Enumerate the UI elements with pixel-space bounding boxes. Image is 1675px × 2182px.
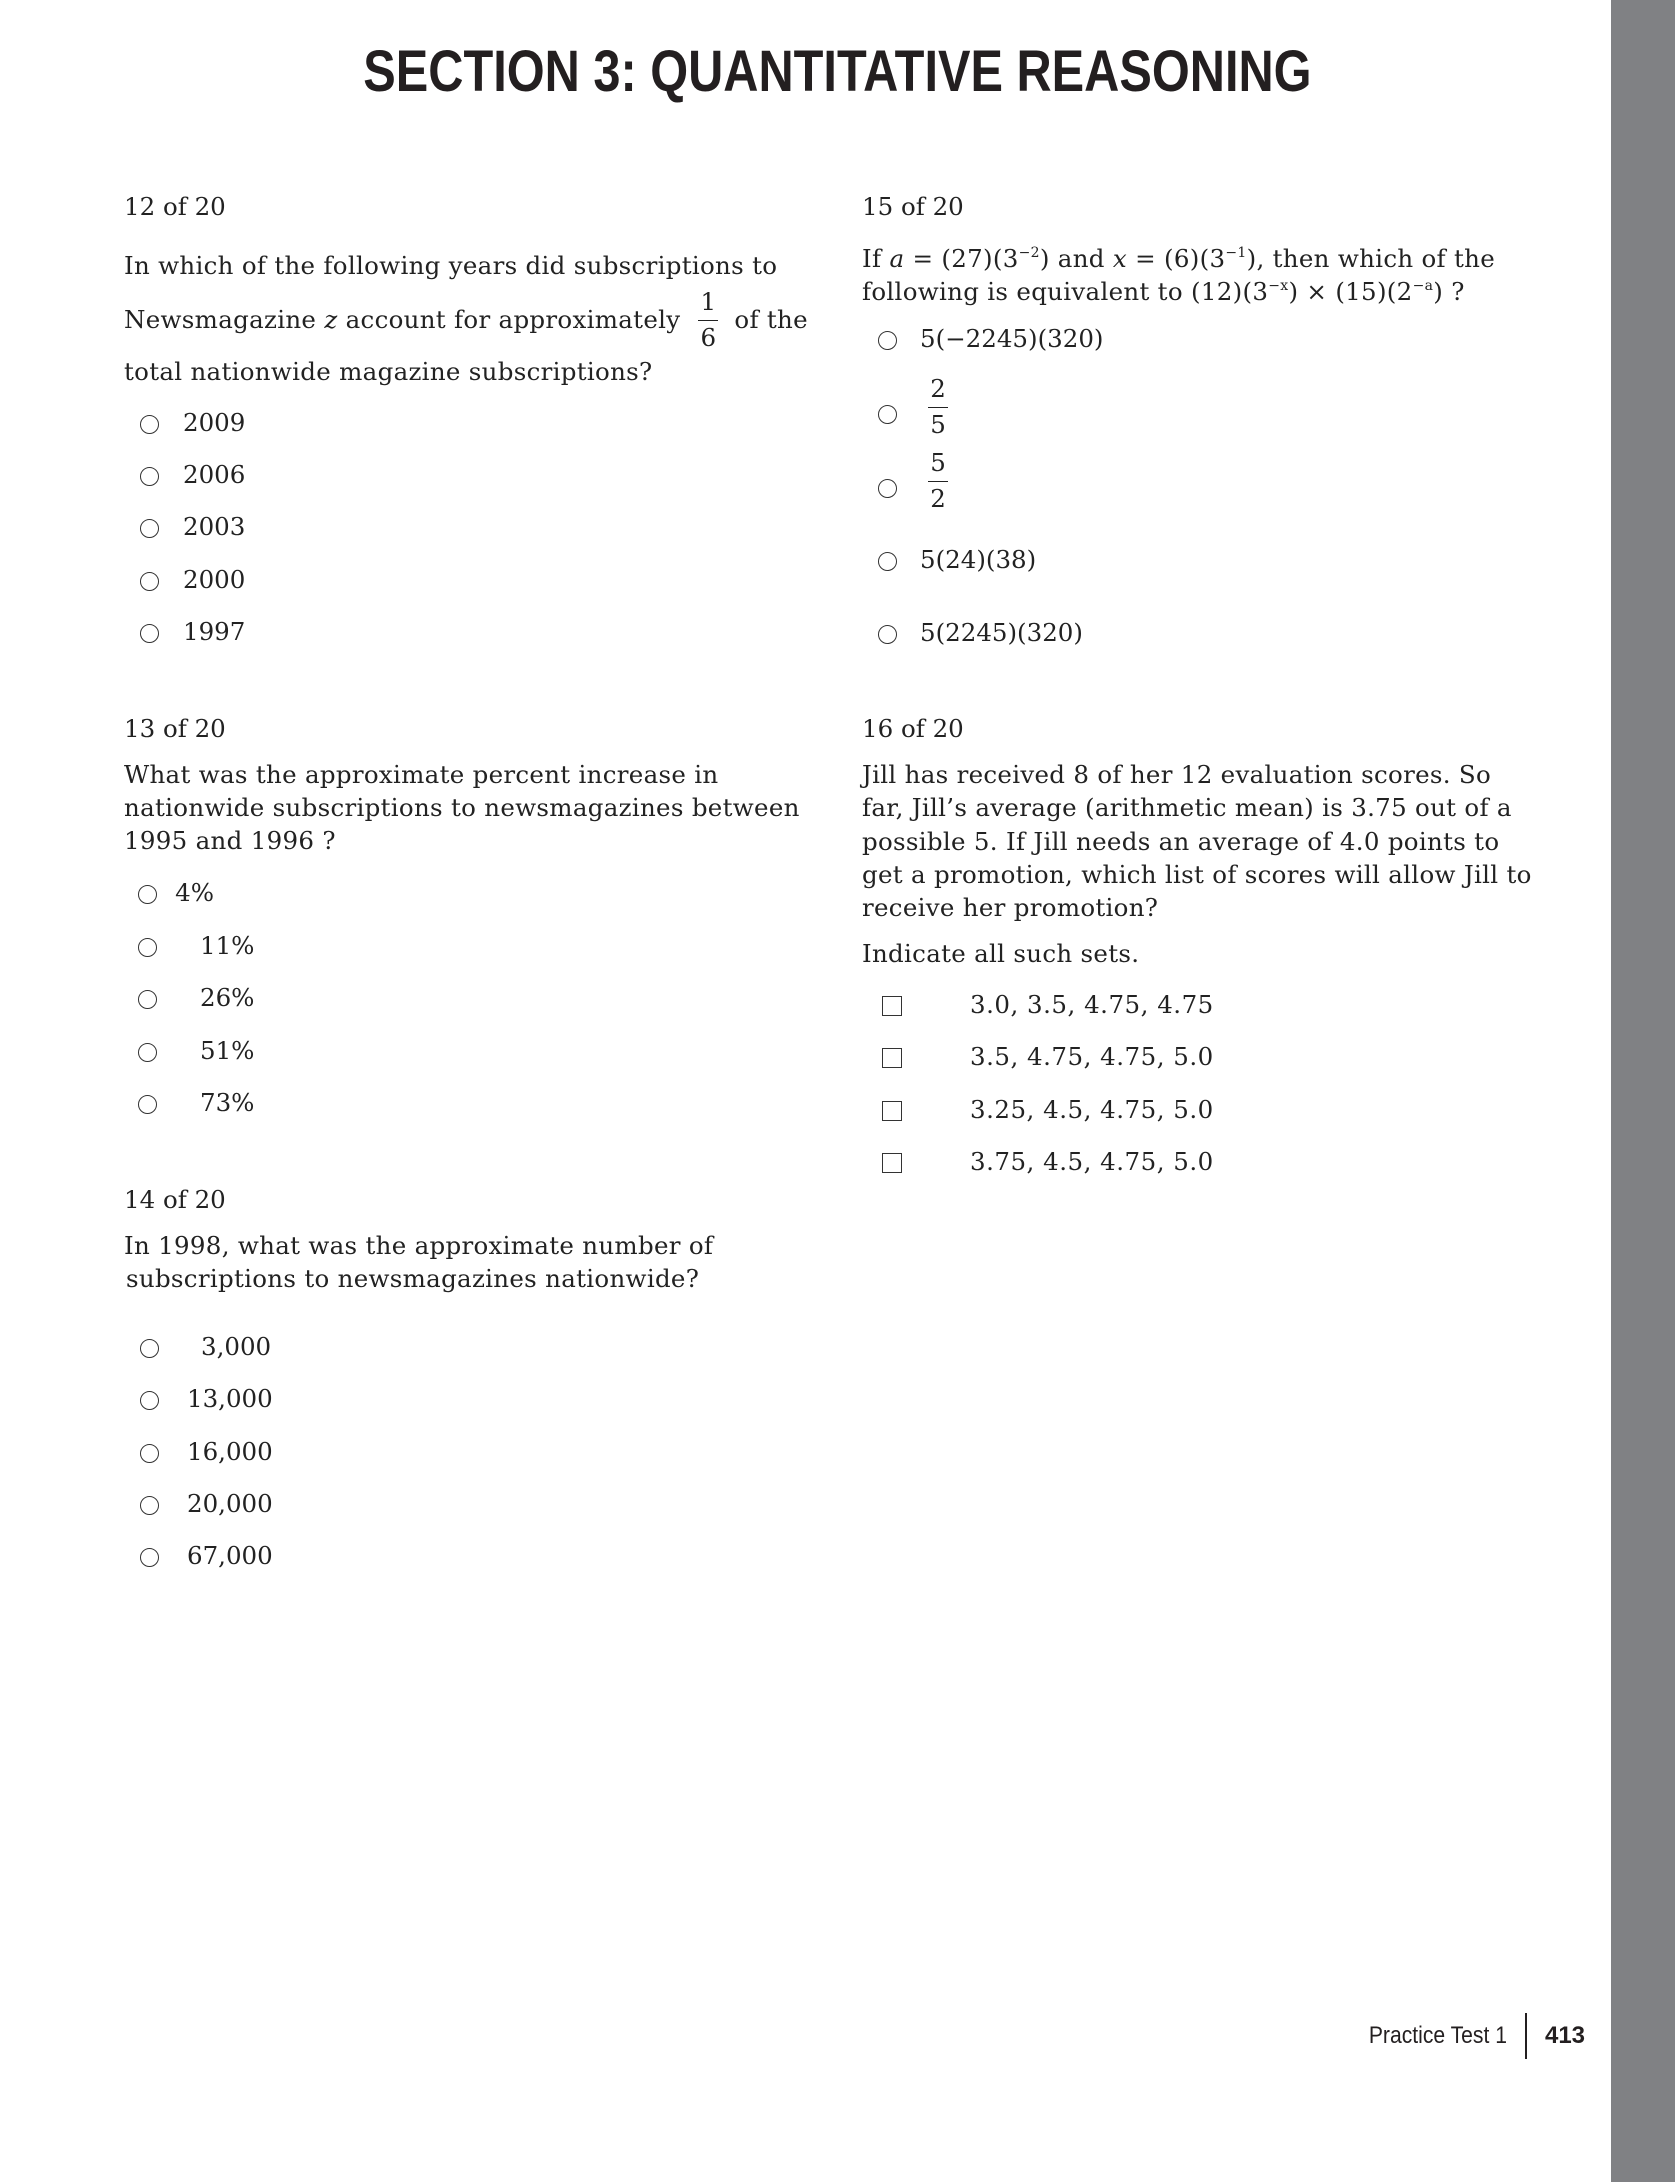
answer-option[interactable] bbox=[140, 564, 159, 598]
page-footer bbox=[1350, 2013, 1585, 2059]
text-segment: account for approximately bbox=[337, 305, 681, 335]
checkbox[interactable] bbox=[882, 1101, 902, 1121]
answer-option[interactable] bbox=[882, 1146, 902, 1180]
question-number: 13 of 20 bbox=[124, 714, 226, 743]
option-label: 3.75, 4.5, 4.75, 5.0 bbox=[970, 1147, 1214, 1176]
text-segment: = (6)(3 bbox=[1127, 244, 1226, 273]
radio-button[interactable] bbox=[140, 1496, 159, 1515]
text-segment: ) ? bbox=[1433, 277, 1465, 306]
option-label: 5(24)(38) bbox=[920, 545, 1037, 574]
fraction bbox=[928, 376, 948, 439]
radio-button[interactable] bbox=[140, 1548, 159, 1567]
question-number: 14 of 20 bbox=[124, 1185, 226, 1214]
answer-option[interactable] bbox=[140, 1488, 159, 1522]
radio-button[interactable] bbox=[138, 990, 157, 1009]
checkbox[interactable] bbox=[882, 1048, 902, 1068]
question-text-line: What was the approximate percent increase in bbox=[124, 760, 719, 789]
fraction-denominator: 2 bbox=[930, 483, 946, 513]
answer-option[interactable] bbox=[140, 1331, 159, 1365]
fraction-denominator: 6 bbox=[700, 322, 717, 352]
question-text-line bbox=[124, 286, 808, 354]
answer-option[interactable] bbox=[882, 1094, 902, 1128]
radio-button[interactable] bbox=[140, 1391, 159, 1410]
variable: a bbox=[889, 244, 905, 273]
instruction-text: Indicate all such sets. bbox=[862, 939, 1140, 968]
option-label: 2003 bbox=[183, 512, 246, 541]
option-label: 4% bbox=[175, 878, 214, 907]
answer-option[interactable] bbox=[140, 1383, 159, 1417]
option-label: 2009 bbox=[183, 408, 246, 437]
answer-option[interactable] bbox=[138, 877, 157, 911]
question-text-line: possible 5. If Jill needs an average of 4.0 points to bbox=[862, 827, 1500, 856]
radio-button[interactable] bbox=[140, 624, 159, 643]
option-label: 26% bbox=[200, 983, 255, 1012]
exponent: −1 bbox=[1225, 245, 1247, 261]
variable: z bbox=[324, 305, 338, 335]
option-label: 51% bbox=[200, 1036, 255, 1065]
answer-option[interactable] bbox=[878, 397, 897, 431]
footer-label: Practice Test 1 bbox=[1368, 2022, 1507, 2049]
question-text-line: Jill has received 8 of her 12 evaluation scores. So bbox=[862, 760, 1492, 789]
text-segment: In which of the following years did subscriptions to bbox=[124, 251, 778, 280]
answer-option[interactable] bbox=[878, 617, 897, 651]
option-label: 20,000 bbox=[187, 1489, 273, 1518]
fraction-numerator: 5 bbox=[930, 448, 946, 477]
radio-button[interactable] bbox=[878, 625, 897, 644]
exponent: −x bbox=[1268, 278, 1289, 294]
answer-option[interactable] bbox=[138, 1035, 157, 1069]
radio-button[interactable] bbox=[140, 519, 159, 538]
text-segment: If bbox=[862, 244, 890, 273]
radio-button[interactable] bbox=[140, 572, 159, 591]
answer-option[interactable] bbox=[138, 982, 157, 1016]
radio-button[interactable] bbox=[878, 405, 897, 424]
answer-option[interactable] bbox=[138, 930, 157, 964]
radio-button[interactable] bbox=[138, 938, 157, 957]
answer-option[interactable] bbox=[140, 407, 159, 441]
page-number: 413 bbox=[1544, 2022, 1586, 2049]
option-label: 3.5, 4.75, 4.75, 5.0 bbox=[970, 1042, 1214, 1071]
section-title: SECTION 3: QUANTITATIVE REASONING bbox=[363, 39, 1312, 104]
option-label: 3.0, 3.5, 4.75, 4.75 bbox=[970, 990, 1214, 1019]
exponent: −2 bbox=[1018, 245, 1040, 261]
fraction-denominator: 5 bbox=[930, 409, 946, 439]
option-label: 5(−2245)(320) bbox=[920, 324, 1104, 353]
radio-button[interactable] bbox=[140, 1444, 159, 1463]
fraction-bar bbox=[698, 320, 718, 321]
option-label: 11% bbox=[200, 931, 255, 960]
option-label: 1997 bbox=[183, 617, 246, 646]
answer-option[interactable] bbox=[878, 544, 897, 578]
checkbox[interactable] bbox=[882, 1153, 902, 1173]
fraction-numerator: 1 bbox=[700, 286, 717, 316]
question-text-line: nationwide subscriptions to newsmagazines between bbox=[124, 793, 800, 822]
radio-button[interactable] bbox=[878, 479, 897, 498]
fraction bbox=[698, 286, 718, 352]
answer-option[interactable] bbox=[882, 989, 902, 1023]
question-number: 15 of 20 bbox=[862, 192, 964, 221]
text-segment: Newsmagazine bbox=[124, 305, 325, 335]
text-segment: ) and bbox=[1039, 244, 1113, 273]
variable: x bbox=[1112, 244, 1127, 273]
fraction bbox=[928, 450, 948, 513]
fraction-bar bbox=[928, 481, 948, 482]
option-label: 3,000 bbox=[201, 1332, 272, 1361]
answer-option[interactable] bbox=[882, 1041, 902, 1075]
option-label: 2006 bbox=[183, 460, 246, 489]
radio-button[interactable] bbox=[140, 415, 159, 434]
radio-button[interactable] bbox=[878, 552, 897, 571]
option-label: 5(2245)(320) bbox=[920, 618, 1083, 647]
question-text-line: In 1998, what was the approximate number of bbox=[124, 1231, 714, 1260]
question-number: 12 of 20 bbox=[124, 192, 226, 221]
option-label: 67,000 bbox=[187, 1541, 273, 1570]
question-text-line: 1995 and 1996 ? bbox=[124, 826, 336, 855]
fraction-bar bbox=[928, 407, 948, 408]
option-label: 2000 bbox=[183, 565, 246, 594]
question-text-line bbox=[124, 249, 777, 283]
question-text-line: far, Jill’s average (arithmetic mean) is 3.75 out of a bbox=[862, 793, 1512, 822]
radio-button[interactable] bbox=[140, 1339, 159, 1358]
text-segment: ), then which of the bbox=[1246, 244, 1496, 273]
option-label: 13,000 bbox=[187, 1384, 273, 1413]
footer-divider bbox=[1525, 2013, 1527, 2059]
question-text-line bbox=[862, 270, 1465, 309]
question-text-line: get a promotion, which list of scores will allow Jill to bbox=[862, 860, 1532, 889]
question-text-line: receive her promotion? bbox=[862, 893, 1159, 922]
question-number: 16 of 20 bbox=[862, 714, 964, 743]
fraction-numerator: 2 bbox=[930, 374, 946, 403]
radio-button[interactable] bbox=[138, 1095, 157, 1114]
radio-button[interactable] bbox=[140, 467, 159, 486]
answer-option[interactable] bbox=[140, 616, 159, 650]
radio-button[interactable] bbox=[138, 1043, 157, 1062]
exponent: −a bbox=[1412, 278, 1434, 294]
answer-option[interactable] bbox=[138, 1087, 157, 1121]
answer-option[interactable] bbox=[140, 1436, 159, 1470]
checkbox[interactable] bbox=[882, 996, 902, 1016]
answer-option[interactable] bbox=[140, 459, 159, 493]
text-segment: of the bbox=[734, 305, 808, 335]
answer-option[interactable] bbox=[140, 1540, 159, 1574]
text-segment: following is equivalent to (12)(3 bbox=[862, 277, 1269, 306]
answer-option[interactable] bbox=[878, 471, 897, 505]
text-segment: ) × (15)(2 bbox=[1288, 277, 1413, 306]
side-bar bbox=[1611, 0, 1675, 2182]
option-label: 3.25, 4.5, 4.75, 5.0 bbox=[970, 1095, 1214, 1124]
option-label: 73% bbox=[200, 1088, 255, 1117]
radio-button[interactable] bbox=[878, 331, 897, 350]
option-label: 16,000 bbox=[187, 1437, 273, 1466]
answer-option[interactable] bbox=[140, 511, 159, 545]
text-segment: = (27)(3 bbox=[904, 244, 1019, 273]
answer-option[interactable] bbox=[878, 323, 897, 357]
radio-button[interactable] bbox=[138, 885, 157, 904]
question-text-line: subscriptions to newsmagazines nationwide? bbox=[126, 1264, 700, 1293]
question-text-line: total nationwide magazine subscriptions? bbox=[124, 357, 653, 386]
